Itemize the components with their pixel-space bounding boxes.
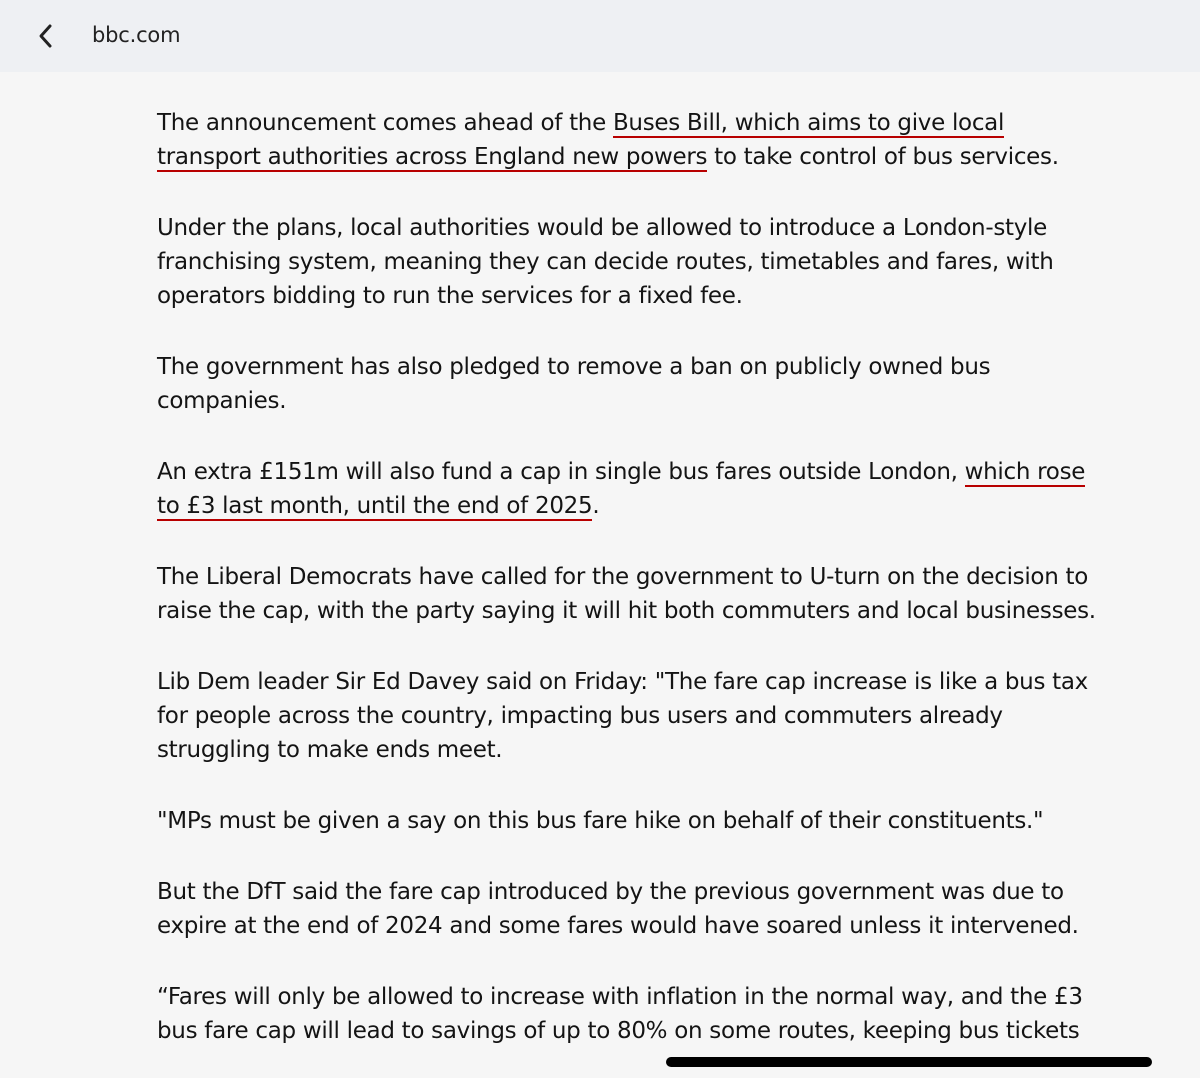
article-paragraph: The Liberal Democrats have called for the government to U-turn on the decision to raise the cap, with the party saying it will hit both commuters and local businesses. <box>157 564 1096 624</box>
article-paragraph: But the DfT said the fare cap introduced by the previous government was due to expire at the end of 2024 and some fares would have soared unless it intervened. <box>157 879 1079 939</box>
article-paragraph: Under the plans, local authorities would be allowed to introduce a London-style franchising system, meaning they can decide routes, timetables and fares, with operators bidding to run the services for a fixed fee. <box>157 215 1054 309</box>
url-label[interactable]: bbc.com <box>92 23 181 47</box>
browser-top-bar <box>0 0 1200 72</box>
article-paragraph: The government has also pledged to remove a ban on publicly owned bus companies. <box>157 354 991 414</box>
article-paragraph: "MPs must be given a say on this bus fare hike on behalf of their constituents." <box>157 808 1044 834</box>
chevron-left-icon <box>35 22 57 50</box>
buses-bill-link[interactable]: Buses Bill, which aims to give local transport authorities across England new powers <box>157 110 1005 170</box>
back-button[interactable] <box>28 18 64 54</box>
article-paragraph: An extra £151m will also fund a cap in single bus fares outside London, which rose to £3 last month, until the end of 2025. <box>157 459 1086 519</box>
article-paragraph: “Fares will only be allowed to increase with inflation in the normal way, and the £3 bus fare cap will lead to savings of up to 80% on some routes, keeping bus tickets <box>157 984 1083 1044</box>
home-indicator[interactable] <box>666 1057 1152 1067</box>
article-paragraph: Lib Dem leader Sir Ed Davey said on Friday: "The fare cap increase is like a bus tax for people across the country, impacting bus users and commuters already struggling to make ends meet. <box>157 669 1088 763</box>
fare-cap-link[interactable]: which rose to £3 last month, until the end of 2025 <box>157 459 1086 519</box>
article-paragraph: The announcement comes ahead of the Buses Bill, which aims to give local transport authorities across England new powers to take control of bus services. <box>157 110 1059 170</box>
article-body <box>157 106 1097 1078</box>
